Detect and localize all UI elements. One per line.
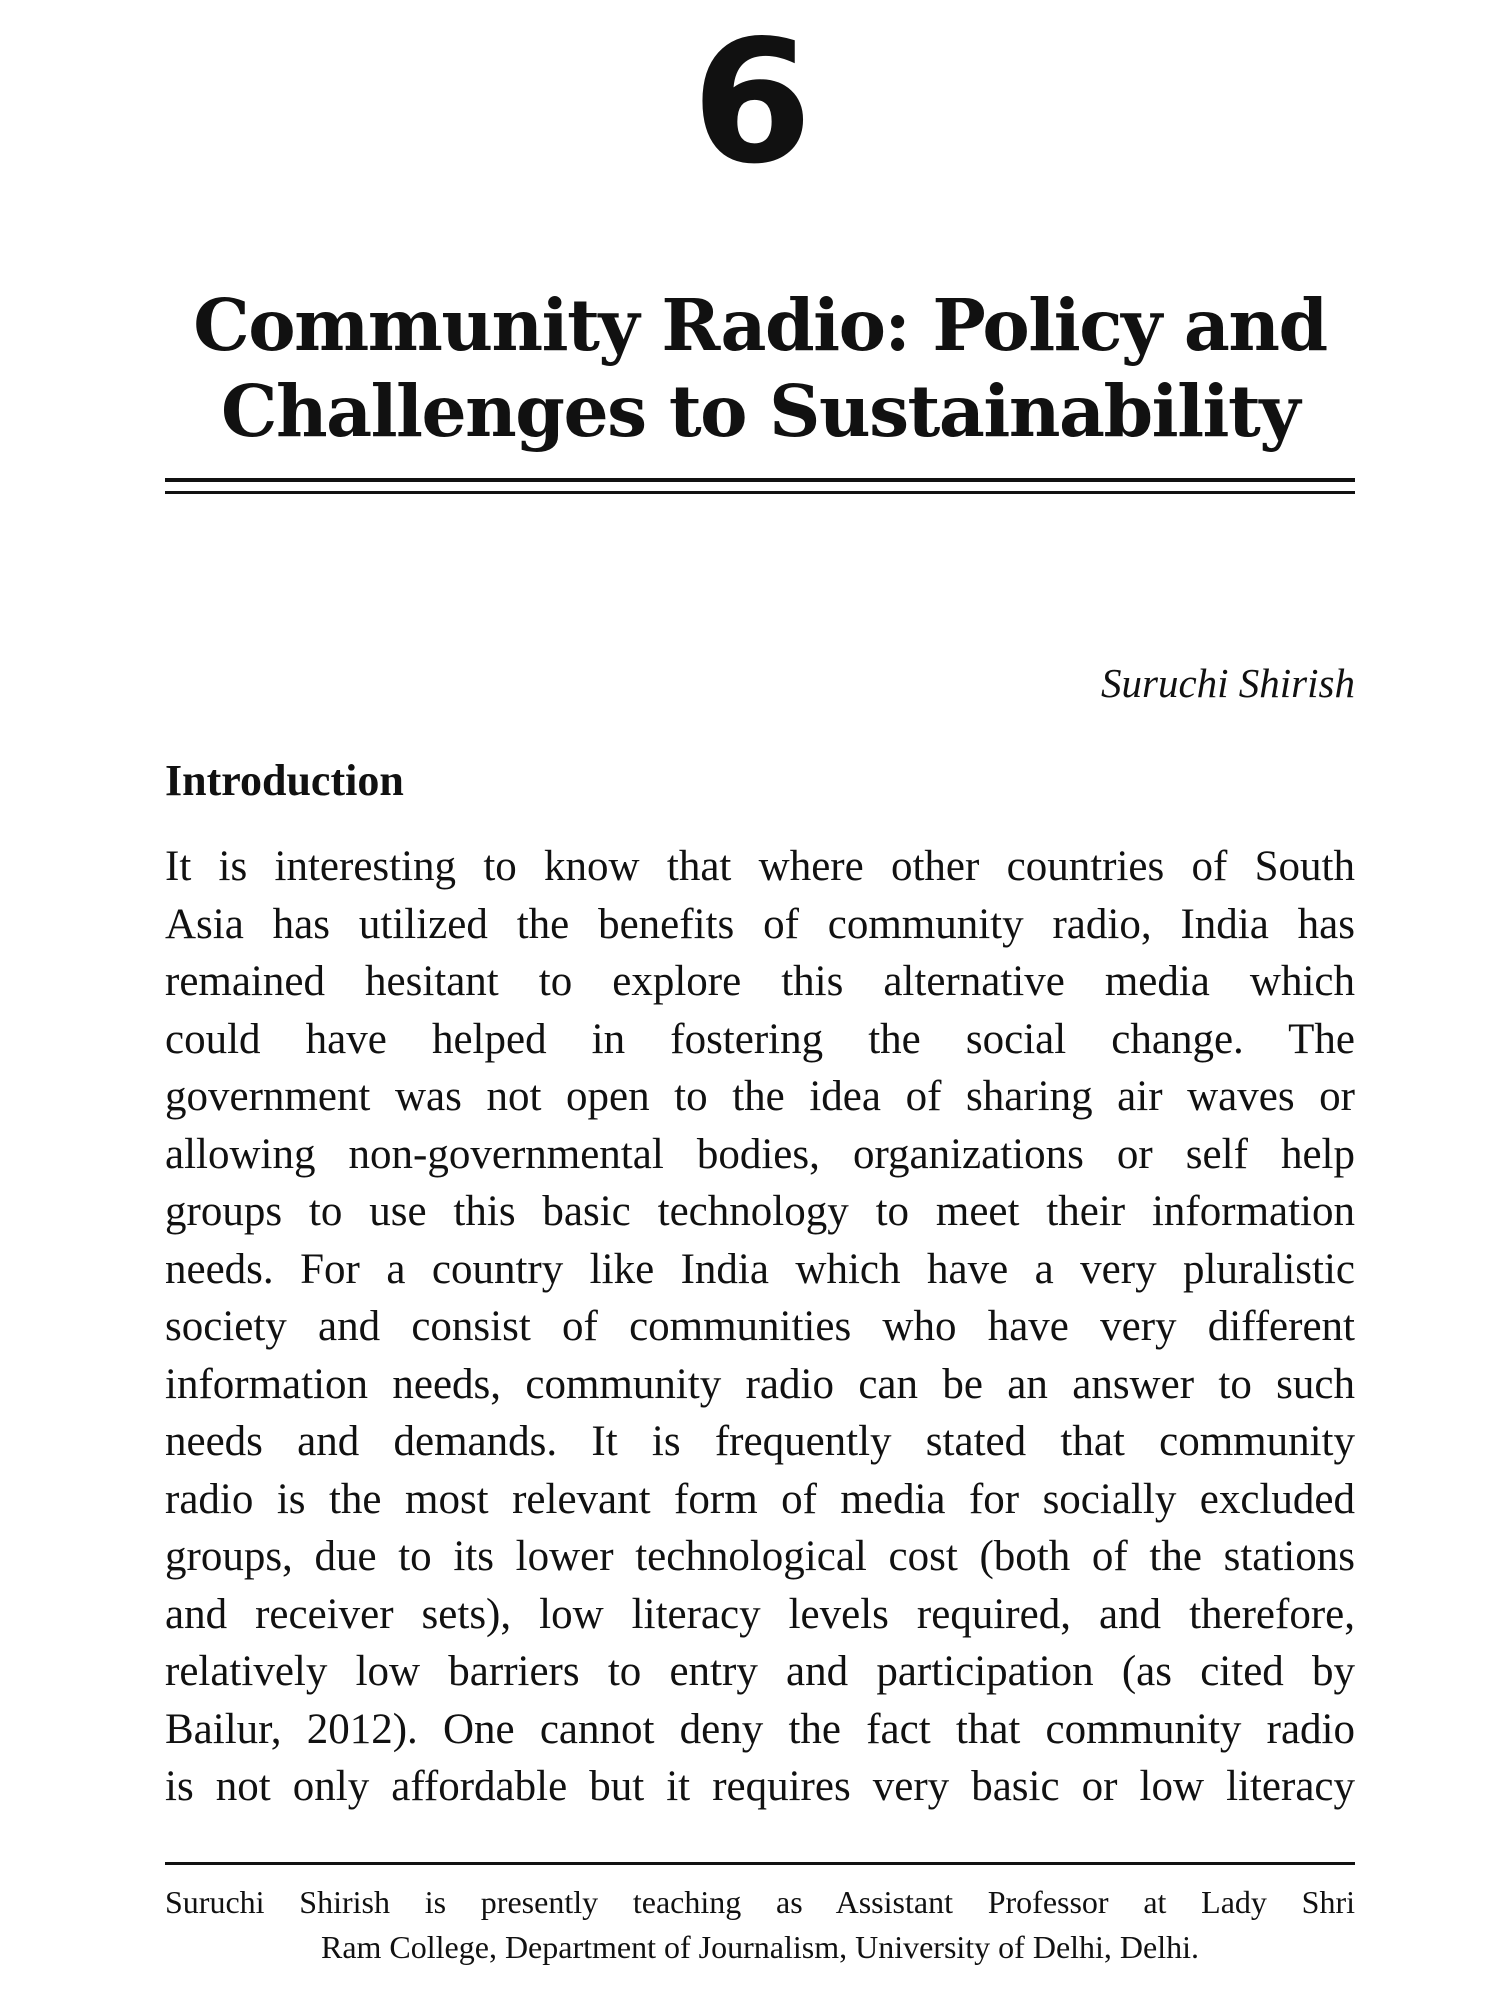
body-line: government was not open to the idea of sharing air waves or bbox=[165, 1073, 1355, 1120]
body-line: needs and demands. It is frequently stated that community bbox=[165, 1418, 1355, 1465]
body-line: needs. For a country like India which have a very pluralistic bbox=[165, 1245, 1355, 1293]
body-line: Asia has utilized the benefits of community radio, India has bbox=[165, 900, 1355, 948]
body-line: groups to use this basic technology to meet their information bbox=[165, 1188, 1355, 1235]
chapter-number: 6 bbox=[691, 4, 809, 202]
chapter-title-line: Challenges to Sustainability bbox=[220, 369, 1300, 453]
body-paragraph bbox=[165, 838, 1355, 1816]
section-heading: Introduction bbox=[165, 756, 404, 805]
body-line: and receiver sets), low literacy levels required, and therefore, bbox=[165, 1590, 1355, 1638]
chapter-title bbox=[165, 282, 1355, 454]
body-line: could have helped in fostering the social change. The bbox=[165, 1015, 1355, 1063]
title-rule-bottom bbox=[165, 491, 1355, 494]
footnote-line: Ram College, Department of Journalism, University of Delhi, Delhi. bbox=[320, 1929, 1200, 1965]
body-line: radio is the most relevant form of media for socially excluded bbox=[165, 1475, 1355, 1523]
body-line: It is interesting to know that where other countries of South bbox=[165, 843, 1355, 890]
body-line: groups, due to its lower technological cost (both of the stations bbox=[165, 1533, 1355, 1580]
body-line: relatively low barriers to entry and participation (as cited by bbox=[165, 1648, 1355, 1695]
body-line: Bailur, 2012). One cannot deny the fact that community radio bbox=[165, 1705, 1355, 1753]
body-line: society and consist of communities who have very different bbox=[165, 1303, 1355, 1350]
footnote-rule bbox=[165, 1862, 1355, 1865]
author-name: Suruchi Shirish bbox=[1101, 660, 1355, 706]
chapter-title-line: Community Radio: Policy and bbox=[193, 283, 1327, 367]
footnote-line: Suruchi Shirish is presently teaching as Assistant Professor at Lady Shri bbox=[165, 1884, 1355, 1920]
title-rule-top bbox=[165, 478, 1355, 482]
body-line: remained hesitant to explore this alternative media which bbox=[165, 958, 1355, 1005]
body-line: allowing non-governmental bodies, organizations or self help bbox=[165, 1130, 1355, 1178]
body-line: information needs, community radio can be an answer to such bbox=[165, 1360, 1355, 1408]
body-line: is not only affordable but it requires very basic or low literacy bbox=[165, 1763, 1355, 1810]
author-footnote bbox=[165, 1880, 1355, 1970]
